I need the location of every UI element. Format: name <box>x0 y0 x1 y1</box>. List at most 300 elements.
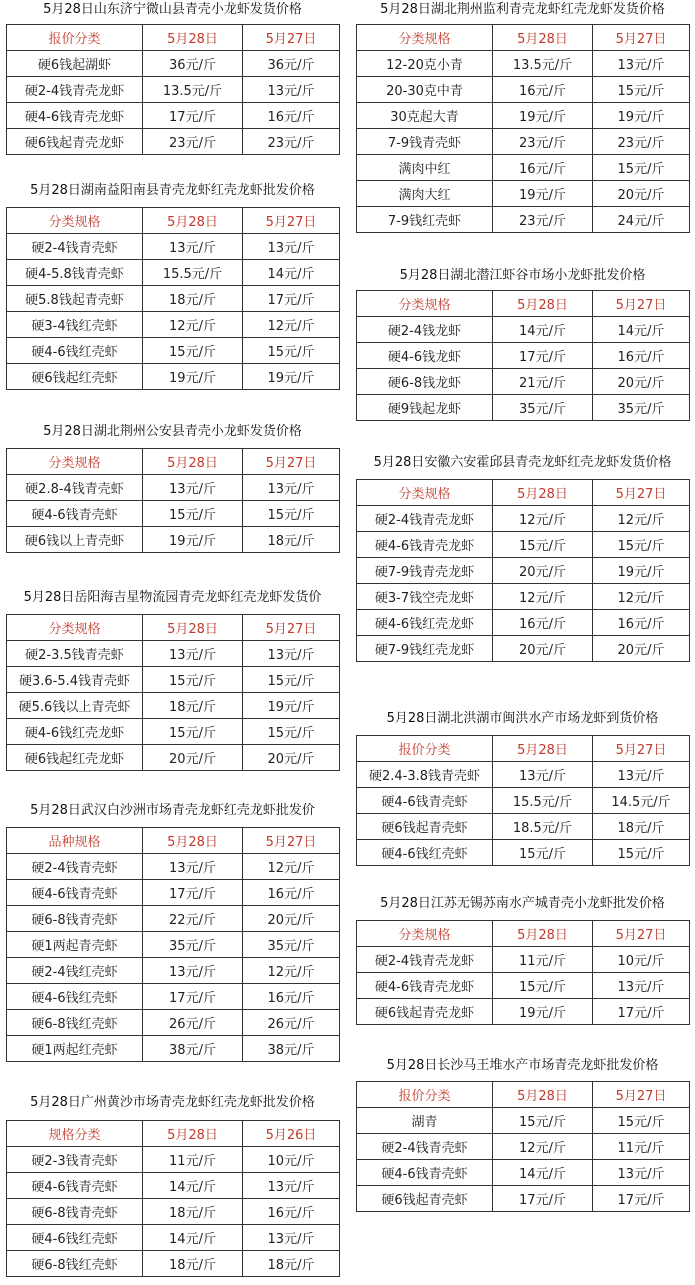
price-cell: 16元/斤 <box>243 984 340 1010</box>
spec-cell: 硬3-7钱空壳龙虾 <box>357 584 493 610</box>
price-cell: 18元/斤 <box>143 1199 243 1225</box>
spec-cell: 硬6钱起红壳虾 <box>7 364 143 390</box>
table-row <box>357 317 690 343</box>
price-cell: 13元/斤 <box>593 762 690 788</box>
spec-cell: 硬6钱以上青壳虾 <box>7 527 143 553</box>
spec-cell: 硬6钱起湖虾 <box>7 51 143 77</box>
table-row <box>7 1010 340 1036</box>
table-header-row <box>357 291 690 317</box>
column-header: 5月27日 <box>243 828 340 854</box>
table-header-row <box>7 615 340 641</box>
spec-cell: 硬2.4-3.8钱青壳虾 <box>357 762 493 788</box>
table-title: 5月28日山东济宁微山县青壳小龙虾发货价格 <box>43 2 302 17</box>
spec-cell: 20-30克中青 <box>357 77 493 103</box>
price-cell: 19元/斤 <box>493 999 593 1025</box>
table-row <box>357 788 690 814</box>
price-table <box>6 24 340 155</box>
price-cell: 12元/斤 <box>593 584 690 610</box>
column-header: 规格分类 <box>7 1121 143 1147</box>
spec-cell: 硬4-6钱青壳虾 <box>357 1160 493 1186</box>
table-row <box>357 584 690 610</box>
table-row <box>357 1108 690 1134</box>
table-row <box>7 1147 340 1173</box>
table-title: 5月28日广州黄沙市场青壳龙虾红壳龙虾批发价格 <box>30 1095 315 1110</box>
table-title: 5月28日长沙马王堆水产市场青壳龙虾批发价格 <box>386 1058 659 1073</box>
spec-cell: 硬2.8-4钱青壳虾 <box>7 475 143 501</box>
table-row <box>7 667 340 693</box>
column-header: 5月27日 <box>593 921 690 947</box>
table-header-row <box>357 480 690 506</box>
spec-cell: 湖青 <box>357 1108 493 1134</box>
spec-cell: 硬4-6钱青壳虾 <box>7 1173 143 1199</box>
price-cell: 13元/斤 <box>143 234 243 260</box>
table-title: 5月28日岳阳海吉星物流园青壳龙虾红壳龙虾发货价 <box>23 590 322 605</box>
price-cell: 15元/斤 <box>243 719 340 745</box>
price-cell: 20元/斤 <box>493 636 593 662</box>
column-header: 分类规格 <box>357 25 493 51</box>
price-cell: 15元/斤 <box>143 667 243 693</box>
price-table <box>6 614 340 771</box>
spec-cell: 硬4-5.8钱青壳虾 <box>7 260 143 286</box>
column-header: 5月27日 <box>593 1082 690 1108</box>
table-row <box>7 475 340 501</box>
price-cell: 17元/斤 <box>243 286 340 312</box>
table-header-row <box>357 1082 690 1108</box>
price-cell: 12元/斤 <box>493 584 593 610</box>
price-cell: 10元/斤 <box>593 947 690 973</box>
spec-cell: 硬6-8钱龙虾 <box>357 369 493 395</box>
spec-cell: 硬4-6钱青壳虾 <box>7 501 143 527</box>
price-cell: 13元/斤 <box>593 1160 690 1186</box>
spec-cell: 硬2-3钱青壳虾 <box>7 1147 143 1173</box>
table-row <box>7 312 340 338</box>
table-row <box>7 1225 340 1251</box>
price-cell: 20元/斤 <box>593 636 690 662</box>
spec-cell: 硬4-6钱红壳虾 <box>7 1225 143 1251</box>
price-cell: 17元/斤 <box>593 1186 690 1212</box>
price-cell: 14.5元/斤 <box>593 788 690 814</box>
spec-cell: 硬4-6钱青壳龙虾 <box>357 532 493 558</box>
price-cell: 13元/斤 <box>243 234 340 260</box>
spec-cell: 硬2-4钱龙虾 <box>357 317 493 343</box>
table-title: 5月28日湖北荆州公安县青壳小龙虾发货价格 <box>43 424 302 439</box>
table-row <box>357 814 690 840</box>
column-header: 5月28日 <box>143 25 243 51</box>
price-cell: 18.5元/斤 <box>493 814 593 840</box>
column-header: 分类规格 <box>7 615 143 641</box>
table-title: 5月28日安徽六安霍邱县青壳龙虾红壳龙虾发货价格 <box>373 455 672 470</box>
price-cell: 13元/斤 <box>243 1225 340 1251</box>
price-cell: 21元/斤 <box>493 369 593 395</box>
price-cell: 11元/斤 <box>493 947 593 973</box>
price-cell: 16元/斤 <box>243 103 340 129</box>
table-row <box>357 558 690 584</box>
price-cell: 12元/斤 <box>493 506 593 532</box>
table-header-row <box>357 736 690 762</box>
column-header: 5月27日 <box>593 291 690 317</box>
spec-cell: 硬6-8钱青壳虾 <box>7 906 143 932</box>
table-row <box>7 745 340 771</box>
column-header: 分类规格 <box>357 291 493 317</box>
price-cell: 35元/斤 <box>493 395 593 421</box>
table-row <box>357 343 690 369</box>
spec-cell: 硬2-4钱红壳虾 <box>7 958 143 984</box>
column-header: 5月27日 <box>243 208 340 234</box>
spec-cell: 硬4-6钱红壳龙虾 <box>7 719 143 745</box>
price-cell: 20元/斤 <box>243 906 340 932</box>
column-header: 5月28日 <box>493 291 593 317</box>
spec-cell: 硬4-6钱青壳龙虾 <box>7 103 143 129</box>
price-cell: 12元/斤 <box>593 506 690 532</box>
price-cell: 20元/斤 <box>593 369 690 395</box>
spec-cell: 硬7-9钱青壳龙虾 <box>357 558 493 584</box>
table-row <box>357 947 690 973</box>
price-cell: 15.5元/斤 <box>493 788 593 814</box>
price-cell: 15元/斤 <box>593 1108 690 1134</box>
table-header-row <box>7 25 340 51</box>
price-cell: 15元/斤 <box>593 532 690 558</box>
table-row <box>7 906 340 932</box>
price-cell: 20元/斤 <box>243 745 340 771</box>
column-header: 5月27日 <box>243 449 340 475</box>
price-cell: 12元/斤 <box>493 1134 593 1160</box>
price-cell: 14元/斤 <box>243 260 340 286</box>
column-header: 报价分类 <box>357 1082 493 1108</box>
price-table <box>6 1120 340 1277</box>
price-table <box>356 290 690 421</box>
price-cell: 19元/斤 <box>493 181 593 207</box>
price-cell: 23元/斤 <box>143 129 243 155</box>
price-cell: 16元/斤 <box>243 880 340 906</box>
price-table <box>356 24 690 233</box>
price-cell: 18元/斤 <box>593 814 690 840</box>
price-cell: 20元/斤 <box>493 558 593 584</box>
price-table <box>356 479 690 662</box>
column-header: 分类规格 <box>357 480 493 506</box>
price-cell: 14元/斤 <box>593 317 690 343</box>
column-header: 5月28日 <box>143 1121 243 1147</box>
table-row <box>7 641 340 667</box>
spec-cell: 硬6-8钱红壳虾 <box>7 1010 143 1036</box>
price-cell: 16元/斤 <box>593 343 690 369</box>
price-cell: 20元/斤 <box>143 745 243 771</box>
price-cell: 18元/斤 <box>143 286 243 312</box>
price-cell: 19元/斤 <box>593 558 690 584</box>
price-cell: 36元/斤 <box>243 51 340 77</box>
price-cell: 10元/斤 <box>243 1147 340 1173</box>
table-row <box>7 1199 340 1225</box>
table-row <box>357 155 690 181</box>
price-cell: 19元/斤 <box>143 527 243 553</box>
spec-cell: 硬1两起红壳虾 <box>7 1036 143 1062</box>
column-header: 5月28日 <box>493 1082 593 1108</box>
price-cell: 35元/斤 <box>593 395 690 421</box>
spec-cell: 满肉大红 <box>357 181 493 207</box>
table-row <box>357 1160 690 1186</box>
spec-cell: 硬3-4钱红壳虾 <box>7 312 143 338</box>
column-header: 报价分类 <box>357 736 493 762</box>
price-cell: 16元/斤 <box>243 1199 340 1225</box>
column-header: 5月27日 <box>593 25 690 51</box>
price-table <box>356 920 690 1025</box>
spec-cell: 硬4-6钱龙虾 <box>357 343 493 369</box>
spec-cell: 硬6-8钱红壳虾 <box>7 1251 143 1277</box>
table-row <box>357 181 690 207</box>
table-row <box>357 129 690 155</box>
table-row <box>7 260 340 286</box>
spec-cell: 硬4-6钱红壳虾 <box>7 984 143 1010</box>
table-row <box>7 77 340 103</box>
spec-cell: 硬2-4钱青壳龙虾 <box>357 506 493 532</box>
price-cell: 23元/斤 <box>493 129 593 155</box>
table-row <box>357 51 690 77</box>
price-cell: 17元/斤 <box>143 880 243 906</box>
price-cell: 15元/斤 <box>593 840 690 866</box>
spec-cell: 硬2-4钱青壳虾 <box>357 1134 493 1160</box>
column-header: 5月27日 <box>593 480 690 506</box>
price-cell: 16元/斤 <box>593 610 690 636</box>
spec-cell: 硬2-4钱青壳龙虾 <box>7 77 143 103</box>
table-row <box>357 369 690 395</box>
price-table <box>356 1081 690 1212</box>
column-header: 品种规格 <box>7 828 143 854</box>
spec-cell: 硬4-6钱青壳虾 <box>357 788 493 814</box>
column-header: 5月28日 <box>143 615 243 641</box>
price-cell: 22元/斤 <box>143 906 243 932</box>
table-row <box>7 1173 340 1199</box>
price-cell: 19元/斤 <box>143 364 243 390</box>
price-cell: 12元/斤 <box>143 312 243 338</box>
price-cell: 35元/斤 <box>143 932 243 958</box>
price-cell: 14元/斤 <box>143 1173 243 1199</box>
price-cell: 13.5元/斤 <box>493 51 593 77</box>
table-row <box>7 51 340 77</box>
table-row <box>7 527 340 553</box>
column-header: 5月27日 <box>243 615 340 641</box>
price-cell: 15元/斤 <box>493 840 593 866</box>
price-cell: 19元/斤 <box>243 693 340 719</box>
table-row <box>357 973 690 999</box>
price-cell: 26元/斤 <box>243 1010 340 1036</box>
price-cell: 17元/斤 <box>493 1186 593 1212</box>
table-row <box>7 129 340 155</box>
column-header: 5月28日 <box>493 480 593 506</box>
table-header-row <box>7 208 340 234</box>
column-header: 5月28日 <box>493 736 593 762</box>
price-cell: 36元/斤 <box>143 51 243 77</box>
price-cell: 19元/斤 <box>493 103 593 129</box>
spec-cell: 硬2-4钱青壳龙虾 <box>357 947 493 973</box>
price-cell: 13.5元/斤 <box>143 77 243 103</box>
table-row <box>357 532 690 558</box>
column-header: 报价分类 <box>7 25 143 51</box>
spec-cell: 硬5.8钱起青壳虾 <box>7 286 143 312</box>
price-cell: 38元/斤 <box>143 1036 243 1062</box>
price-cell: 15元/斤 <box>143 719 243 745</box>
table-header-row <box>357 921 690 947</box>
price-cell: 15元/斤 <box>243 501 340 527</box>
price-cell: 18元/斤 <box>143 693 243 719</box>
price-cell: 13元/斤 <box>593 51 690 77</box>
spec-cell: 硬6钱起青壳龙虾 <box>7 129 143 155</box>
column-header: 5月27日 <box>243 25 340 51</box>
spec-cell: 硬7-9钱红壳龙虾 <box>357 636 493 662</box>
spec-cell: 硬2-4钱青壳虾 <box>7 234 143 260</box>
spec-cell: 7-9钱青壳虾 <box>357 129 493 155</box>
table-row <box>7 103 340 129</box>
table-row <box>357 762 690 788</box>
spec-cell: 30克起大青 <box>357 103 493 129</box>
table-row <box>357 840 690 866</box>
price-cell: 13元/斤 <box>493 762 593 788</box>
table-row <box>7 1036 340 1062</box>
table-row <box>7 984 340 1010</box>
price-cell: 17元/斤 <box>493 343 593 369</box>
price-cell: 18元/斤 <box>143 1251 243 1277</box>
price-cell: 11元/斤 <box>593 1134 690 1160</box>
column-header: 5月28日 <box>143 449 243 475</box>
spec-cell: 硬5.6钱以上青壳虾 <box>7 693 143 719</box>
price-cell: 15元/斤 <box>493 1108 593 1134</box>
price-cell: 13元/斤 <box>243 641 340 667</box>
price-cell: 17元/斤 <box>143 984 243 1010</box>
price-cell: 20元/斤 <box>593 181 690 207</box>
table-row <box>357 207 690 233</box>
table-title: 5月28日湖北潜江虾谷市场小龙虾批发价格 <box>399 268 646 283</box>
spec-cell: 硬4-6钱红壳龙虾 <box>357 610 493 636</box>
spec-cell: 硬2-3.5钱青壳虾 <box>7 641 143 667</box>
table-row <box>7 719 340 745</box>
price-cell: 24元/斤 <box>593 207 690 233</box>
table-row <box>7 958 340 984</box>
price-cell: 26元/斤 <box>143 1010 243 1036</box>
price-cell: 15元/斤 <box>143 501 243 527</box>
table-row <box>7 338 340 364</box>
spec-cell: 硬4-6钱青壳龙虾 <box>357 973 493 999</box>
spec-cell: 硬6钱起青壳虾 <box>357 1186 493 1212</box>
price-table <box>6 827 340 1062</box>
table-row <box>7 932 340 958</box>
spec-cell: 满肉中红 <box>357 155 493 181</box>
table-header-row <box>357 25 690 51</box>
spec-cell: 硬4-6钱红壳虾 <box>7 338 143 364</box>
price-cell: 13元/斤 <box>243 475 340 501</box>
spec-cell: 硬4-6钱青壳虾 <box>7 880 143 906</box>
column-header: 分类规格 <box>357 921 493 947</box>
table-title: 5月28日湖北洪湖市闽洪水产市场龙虾到货价格 <box>386 711 659 726</box>
price-cell: 19元/斤 <box>243 364 340 390</box>
price-cell: 13元/斤 <box>143 854 243 880</box>
price-cell: 12元/斤 <box>243 854 340 880</box>
table-row <box>7 501 340 527</box>
price-cell: 13元/斤 <box>243 1173 340 1199</box>
price-cell: 35元/斤 <box>243 932 340 958</box>
spec-cell: 硬4-6钱红壳虾 <box>357 840 493 866</box>
table-row <box>357 1186 690 1212</box>
price-cell: 38元/斤 <box>243 1036 340 1062</box>
price-cell: 17元/斤 <box>593 999 690 1025</box>
price-cell: 15元/斤 <box>243 667 340 693</box>
spec-cell: 硬6钱起青壳虾 <box>357 814 493 840</box>
table-title: 5月28日湖南益阳南县青壳龙虾红壳龙虾批发价格 <box>30 183 315 198</box>
column-header: 5月28日 <box>493 921 593 947</box>
price-cell: 16元/斤 <box>493 77 593 103</box>
price-cell: 15元/斤 <box>593 77 690 103</box>
price-cell: 15元/斤 <box>493 973 593 999</box>
price-cell: 16元/斤 <box>493 610 593 636</box>
table-row <box>357 103 690 129</box>
table-row <box>357 610 690 636</box>
table-row <box>7 1251 340 1277</box>
spec-cell: 硬9钱起龙虾 <box>357 395 493 421</box>
price-cell: 13元/斤 <box>593 973 690 999</box>
price-cell: 15元/斤 <box>593 155 690 181</box>
column-header: 分类规格 <box>7 449 143 475</box>
table-title: 5月28日江苏无锡苏南水产城青壳小龙虾批发价格 <box>380 896 665 911</box>
price-table <box>6 448 340 553</box>
table-row <box>7 286 340 312</box>
table-row <box>7 364 340 390</box>
column-header: 分类规格 <box>7 208 143 234</box>
price-cell: 14元/斤 <box>143 1225 243 1251</box>
table-row <box>7 693 340 719</box>
price-cell: 15.5元/斤 <box>143 260 243 286</box>
table-row <box>357 506 690 532</box>
table-row <box>357 999 690 1025</box>
table-row <box>7 234 340 260</box>
table-header-row <box>7 828 340 854</box>
table-row <box>357 636 690 662</box>
table-header-row <box>7 1121 340 1147</box>
price-cell: 14元/斤 <box>493 317 593 343</box>
price-cell: 12元/斤 <box>243 958 340 984</box>
spec-cell: 硬6钱起青壳龙虾 <box>357 999 493 1025</box>
price-cell: 13元/斤 <box>143 475 243 501</box>
spec-cell: 7-9钱红壳虾 <box>357 207 493 233</box>
column-header: 5月28日 <box>143 828 243 854</box>
price-cell: 14元/斤 <box>493 1160 593 1186</box>
price-cell: 15元/斤 <box>143 338 243 364</box>
price-table <box>6 207 340 390</box>
price-cell: 23元/斤 <box>243 129 340 155</box>
price-cell: 23元/斤 <box>493 207 593 233</box>
price-cell: 18元/斤 <box>243 527 340 553</box>
column-header: 5月28日 <box>493 25 593 51</box>
price-cell: 16元/斤 <box>493 155 593 181</box>
spec-cell: 硬6钱起红壳龙虾 <box>7 745 143 771</box>
spec-cell: 硬6-8钱青壳虾 <box>7 1199 143 1225</box>
table-title: 5月28日武汉白沙洲市场青壳龙虾红壳龙虾批发价 <box>30 803 315 818</box>
price-table <box>356 735 690 866</box>
spec-cell: 硬2-4钱青壳虾 <box>7 854 143 880</box>
table-row <box>7 880 340 906</box>
table-title: 5月28日湖北荆州监利青壳龙虾红壳龙虾发货价格 <box>380 2 665 17</box>
price-cell: 18元/斤 <box>243 1251 340 1277</box>
price-cell: 11元/斤 <box>143 1147 243 1173</box>
price-cell: 15元/斤 <box>243 338 340 364</box>
table-row <box>357 1134 690 1160</box>
spec-cell: 硬3.6-5.4钱青壳虾 <box>7 667 143 693</box>
spec-cell: 硬1两起青壳虾 <box>7 932 143 958</box>
price-cell: 23元/斤 <box>593 129 690 155</box>
table-row <box>357 395 690 421</box>
price-cell: 13元/斤 <box>143 641 243 667</box>
table-row <box>357 77 690 103</box>
price-cell: 12元/斤 <box>243 312 340 338</box>
price-cell: 13元/斤 <box>243 77 340 103</box>
column-header: 5月26日 <box>243 1121 340 1147</box>
table-header-row <box>7 449 340 475</box>
